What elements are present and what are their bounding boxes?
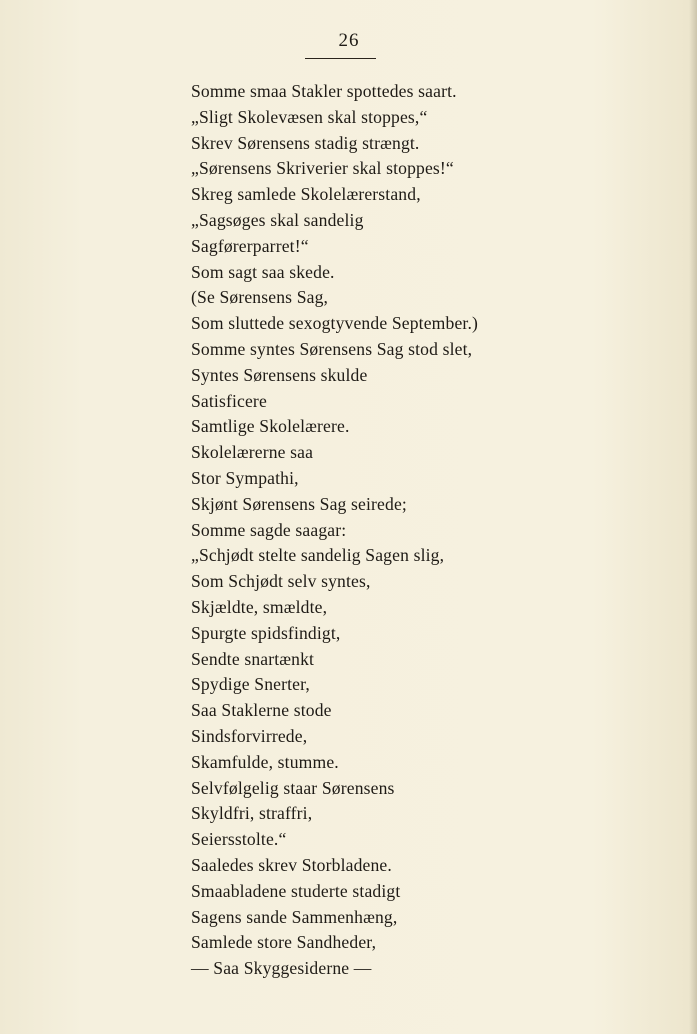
poem-line: Smaabladene studerte stadigt (191, 880, 401, 901)
poem-line: Syntes Sørensens skulde (191, 364, 368, 385)
poem-line: Skjønt Sørensens Sag seirede; (191, 493, 407, 514)
poem-line: Som sluttede sexogtyvende September.) (191, 313, 478, 334)
poem-line: Skyldfri, straffri, (191, 803, 313, 824)
poem-line: (Se Sørensens Sag, (191, 287, 329, 308)
poem-line: Samlede store Sandheder, (191, 932, 377, 953)
poem-line: Saaledes skrev Storbladene. (191, 854, 392, 875)
poem-line: Som Schjødt selv syntes, (191, 571, 371, 592)
poem-line: Skrev Sørensens stadig strængt. (191, 132, 420, 153)
poem-line: — Saa Skyggesiderne — (191, 958, 372, 979)
poem-line: Spurgte spidsfindigt, (191, 622, 341, 643)
poem-line: Seiersstolte.“ (191, 829, 287, 850)
poem-line: Sendte snartænkt (191, 648, 315, 669)
poem-line: Sagens sande Sammenhæng, (191, 906, 398, 927)
page-number: 26 (338, 30, 360, 51)
page-edge-shadow (689, 0, 697, 1034)
poem-line: Stor Sympathi, (191, 467, 299, 488)
poem-line: Somme smaa Stakler spottedes saart. (191, 81, 457, 101)
poem-line: Skamfulde, stumme. (191, 751, 339, 772)
poem-line: Skreg samlede Skolelærerstand, (191, 184, 421, 205)
poem-line: Samtlige Skolelærere. (191, 416, 350, 437)
poem-text (191, 79, 478, 982)
poem-line: Spydige Snerter, (191, 674, 310, 695)
poem-line: Skjældte, smældte, (191, 596, 328, 617)
poem-line: Somme syntes Sørensens Sag stod slet, (191, 338, 473, 359)
poem-line: Saa Staklerne stode (191, 700, 332, 721)
poem-line: „Sørensens Skriverier skal stoppes!“ (191, 158, 454, 179)
poem-line: Skolelærerne saa (191, 442, 314, 463)
poem-line: Sagførerparret!“ (191, 235, 309, 256)
poem-line: „Schjødt stelte sandelig Sagen slig, (191, 545, 445, 566)
poem-line: Somme sagde saagar: (191, 519, 347, 540)
poem-line: Satisficere (191, 390, 267, 411)
poem-line: Selvfølgelig staar Sørensens (191, 777, 395, 798)
poem-line: „Sagsøges skal sandelig (191, 209, 364, 230)
poem-line: Som sagt saa skede. (191, 261, 335, 282)
page-number-rule (305, 58, 376, 59)
poem-line: „Sligt Skolevæsen skal stoppes,“ (191, 106, 428, 127)
poem-line: Sindsforvirrede, (191, 725, 308, 746)
